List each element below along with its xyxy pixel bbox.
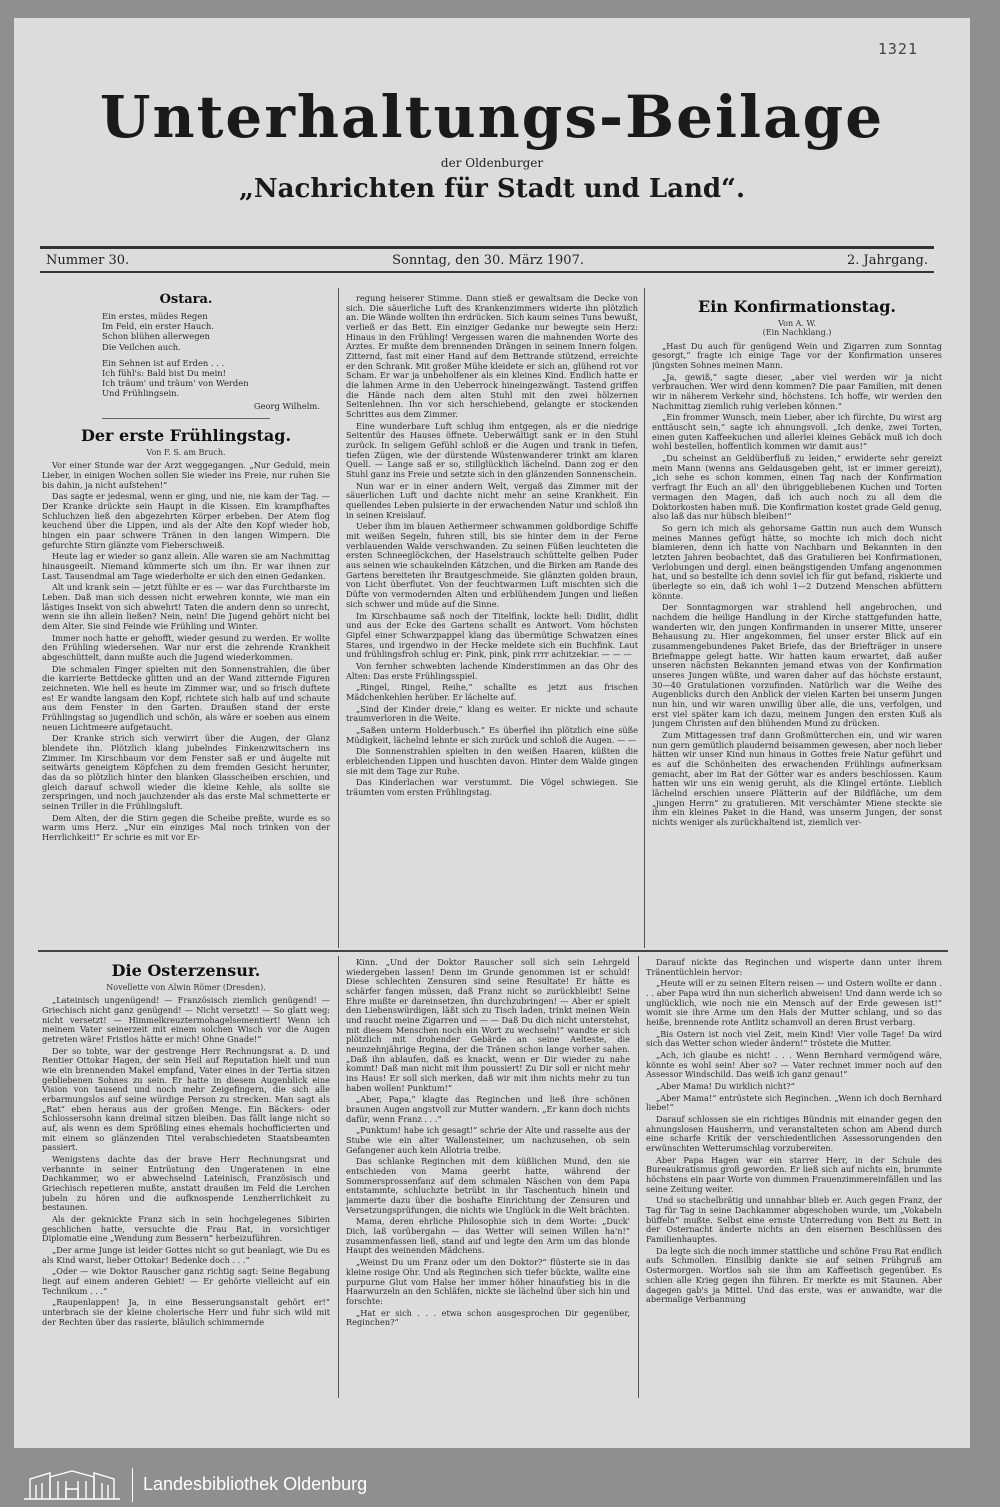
paragraph: „Saßen unterm Holderbusch.“ Es überfiel ihn plötzlich eine süße Müdigkeit, lächelnd lehnte er sich zurück und schloß die Augen. — — xyxy=(346,724,638,745)
column-divider xyxy=(338,288,339,948)
paragraph: „Ein frommer Wunsch, mein Lieber, aber ich fürchte, Du wirst arg enttäuscht sein,“ sagte ich ahnungsvoll. „Ich denke, zwei Torten, einen guten Kaffeekuchen und allerlei kleines Gebäck muß ich doch wohl bestellen, hoffentlich kommen wir damit aus!“ xyxy=(652,412,942,452)
osterzensur-title: Die Osterzensur. xyxy=(111,961,261,980)
paragraph: Darauf schlossen sie ein richtiges Bündnis mit einander gegen den ahnungslosen Hausherrn, und veranstalteten schon am Abend durch eine scharfe Kritik der verschiedentlichen Assessorungenden den erwünschten Wetterumschlag vorzubereiten. xyxy=(646,1114,942,1154)
paragraph: „Ja, gewiß,“ sagte dieser, „aber viel werden wir ja nicht verbrauchen. Wer wird denn kommen? Die paar Familien, mit denen wir in näherem Verkehr sind, höchstens. Ich hoffe, wir werden den Nachmittag ziemlich ruhig verleben können.“ xyxy=(652,371,942,411)
paragraph: Da legte sich die noch immer stattliche und schöne Frau Rat endlich aufs Schmollen. Einsilbig dankte sie auf seinen Frühgruß am Ostermorgen. Wortlos sah sie ihm am Kaffeetisch gegenüber. Es schien alle Krieg gegen ihn führen. Er merkte es mit Staunen. Aber dagegen gab's ja Mittel. Und das erste, was er anwandte, war die abermalige Verbannung xyxy=(646,1245,942,1305)
paragraph: Dem Alten, der die Stirn gegen die Scheibe preßte, wurde es so warm ums Herz. „Nur ein einziges Mal noch trinken von der Herrlichkeit!“ Er schrie es mit vor Er- xyxy=(42,812,330,843)
paragraph: „Ach, ich glaube es nicht! . . . Wenn Bernhard vermögend wäre, könnte es wohl sein! Aber so? — Vater rechnet immer noch auf den Assessor Windschild. Das weiß ich ganz genau!“ xyxy=(646,1050,942,1080)
poem-line: Die Veilchen auch. xyxy=(102,341,181,352)
paragraph: Mama, deren ehrliche Philosophie sich in dem Worte: „Duck' Dich, laß vorübergahn — das Wetter will seinen Willen ha'n!“ zusammenfassen ließ, stand auf und legte den Arm um das blonde Haupt des weinenden Mädchens. xyxy=(346,1216,630,1256)
konfirmation-title: Ein Konfirmationstag. xyxy=(698,297,896,316)
paragraph: Der so tobte, war der gestrenge Herr Rechnungsrat a. D. und Rentier Ottokar Hagen, der sein Heil auf Reputation hielt und nun wie ein brennenden Makel empfand, Vater eines in der Tertia sitzen gebliebenen Sohnes zu sein. Er hatte in diesem Augenblick eine Vision von tausend und noch mehr Zeigefingern, die sich alle erbarmungslos auf seine würdige Person zu strecken. Man sagt als „Rat“ eben heraus aus der großen Menge. Ein Bäckers- oder Schlossersohn kann dreimal sitzen bleiben. Das fällt lange nicht so auf, als wenn es dem Sprößling eines ehemals hochofficierten und mit einem so glänzenden Titel verabschiedeten Staatsbeamten passiert. xyxy=(42,1045,330,1153)
poem-line: Schon blühen allerwegen xyxy=(102,331,210,342)
issue-year: 2. Jahrgang. xyxy=(847,252,928,268)
paragraph: „Sind der Kinder dreie,“ klang es weiter. Er nickte und schaute traumverloren in die Weite. xyxy=(346,703,638,724)
paragraph: „Aber, Papa,“ klagte das Reginchen und ließ ihre schönen braunen Augen angstvoll zur Mutter wandern. „Er kann doch nichts dafür, wenn Franz . . .“ xyxy=(346,1094,630,1124)
paragraph: „Lateinisch ungenügend! — Französisch ziemlich genügend! — Griechisch nicht ganz genügend! — Nicht versetzt! — So glatt weg: nicht versetzt! — Himmelkreuztermohagelsementiert! Wenn ich meinem Vater seinerzeit mit einem solchen Wisch vor die Augen getreten wäre! Fristlos hätte er mich! Ohne Gnade!“ xyxy=(42,995,330,1044)
paragraph: Kinn. „Und der Doktor Rauscher soll sich sein Lehrgeld wiedergeben lassen! Denn im Grunde genommen ist er schuld! Diese schlechten Zensuren sind seine Resultate! Er hätte es schärfer fangen müssen, daß Franz nicht so zurückbleibt! Seine Ehre mußte er dareinsetzen, ihn durchzubringen! — Aber er spielt den Liebenswürdigen, läßt sich zu Tisch laden, trinkt meinen Wein und raucht meine Zigarren und — — Daß Du dich nicht unterstehst, mit diesem Menschen noch ein Wort zu wechseln!“ wandte er sich plötzlich mit drohender Gebärde an seine Aelteste, die neunzehnjährige Regina, der die Tränen schon lange vorher sahen. „Daß ihn ablaufen, daß es knackt, wenn er Dir wieder zu nahe kommt! Daß man nicht mit ihm poussiert! Zu Dir soll er nicht mehr ins Haus! Er soll sich merken, daß wir mit ihm nichts mehr zu tun haben wollen! Punktum!“ xyxy=(346,958,630,1093)
poem-line: Ein erstes, müdes Regen xyxy=(102,311,208,322)
paragraph: Der Sonntagmorgen war strahlend hell angebrochen, und nachdem die heilige Handlung in der Kirche stattgefunden hatte, wanderten wir, den jungen Konfirmanden in unserer Mitte, unserer Behausung zu. Hier angekommen, fiel unser erster Blick auf ein zusammengebundenes Paket Briefe, das der Briefträger in unsere Briefmappe gelegt hatte. Wir hatten kaum erwartet, daß außer unseren nächsten Bekannten jemand etwas von der Konfirmation unseres Jungen wüßte, und waren daher auf das höchste erstaunt, 30—40 Gratulationen vorzufinden. Natürlich war die Weihe des Augenblicks durch den Anblick der vielen Karten bei unserm Jungen nun hin, und wir waren unwillig über alle, die uns, verfolgen, und erst viel später kam ich dazu, meinem Jungen den ersten Kuß als jungem Christen auf den blühenden Mund zu drücken. xyxy=(652,602,942,729)
masthead-paper-name: „Nachrichten für Stadt und Land“. xyxy=(238,174,746,204)
paragraph: Als der geknickte Franz sich in sein hochgelegenes Sibirien geschlichen hatte, versuchte die Frau Rat, in vorsichtiger Diplomatie eine „Wendung zum Bessern“ herbeizuführen. xyxy=(42,1214,330,1244)
issue-number: Nummer 30. xyxy=(46,252,130,268)
fruehlingstag-title: Der erste Frühlingstag. xyxy=(80,425,292,445)
paragraph: Wenigstens dachte das der brave Herr Rechnungsrat und verbannte in seiner Entrüstung den Ungeratenen in eine Dachkammer, wo er abwechselnd Lateinisch, Französisch und Griechisch repetieren mußte, anstatt draußen im Feld die Lerchen jubeln zu hören und die aufknospende Lenzherrlichkeit zu bestaunen. xyxy=(42,1154,330,1213)
column-left-lower xyxy=(42,958,330,1398)
osterzensur-byline: Novellette von Alwin Römer (Dresden). xyxy=(106,982,266,992)
paragraph: Eine wunderbare Luft schlug ihm entgegen, als er die niedrige Seitentür des Hauses öffnete. Ueberwältigt sank er in den Stuhl zurück. In seligem Gefühl schloß er die Augen und trank in tiefen, tiefen Zügen, wie der dürstende Wüstenwanderer trinkt am klaren Quell. — Lange saß er so, stillglücklich lächelnd. Dann zog er den Stuhl ganz ins Freie und setzte sich in den glänzenden Sonnenschein. xyxy=(346,420,638,480)
masthead xyxy=(14,83,970,204)
ostara-author: Georg Wilhelm. xyxy=(253,400,320,411)
column-left-upper xyxy=(42,288,330,948)
paragraph: Das schlanke Reginchen mit dem küßlichen Mund, den sie entschieden von Mama geerbt hatte, während der Sommersprossenfanz auf dem schmalen Näschen von dem Papa entstammte, schluchzte betrübt in ihr Taschentuch hinein und jammerte dazu über die boshafte Einrichtung der Zensuren und Versetzungsprüfungen, die nichts wie Unglück in die Welt brächten. xyxy=(346,1156,630,1215)
paragraph: Nun war er in einer andern Welt, vergaß das Zimmer mit der säuerlichen Luft und dachte nicht mehr an seine Krankheit. Ein quellendes Leben pulsierte in der erwachenden Natur und schloß ihn in seinen Kreislauf. xyxy=(346,480,638,520)
paragraph: regung heiserer Stimme. Dann stieß er gewaltsam die Decke von sich. Die säuerliche Luft des Krankenzimmers widerte ihn plötzlich an. Die Wände wollten ihn erdrücken. Sich kaum seines Tuns bewußt, verließ er das Bett. Ein einziger Gedanke nur bewegte sein Herz: Hinaus in den Frühling! Vergessen waren die mahnenden Worte des Arztes. Er mußte dem brennenden Drängen in seinem Innern folgen. Zitternd, fast mit einer Hand auf dem Bettrande stützend, erreichte er den Schrank. Mit großer Mühe kleidete er sich an, glühend rot vor Scham. Er war ja unbeholfener als ein kleines Kind. Endlich hatte er die lahmen Arme in den Ueberrock hineingezwängt. Tastend griffen die Hände nach dem alten Stuhl mit den zwei hölzernen Seitenlehnen. Ihn vor sich herschiebend, gelangte er stockenden Schrittes aus dem Zimmer. xyxy=(346,294,638,420)
paragraph: „Oder — wie Doktor Rauscher ganz richtig sagt: Seine Begabung liegt auf einem anderen Gebiet! — Er gehörte vielleicht auf ein Technikum . . .“ xyxy=(42,1266,330,1296)
masthead-title: Unterhaltungs-Beilage xyxy=(99,83,885,151)
column-divider xyxy=(644,288,645,948)
paragraph: Das Kinderlachen war verstummt. Die Vögel schwiegen. Sie träumten vom ersten Frühlingstag. xyxy=(346,777,638,797)
paragraph: Darauf nickte das Reginchen und wisperte dann unter ihrem Tränentüchlein hervor: xyxy=(646,958,942,977)
issue-date: Sonntag, den 30. März 1907. xyxy=(392,252,584,268)
poem-line: Ich fühl's: Bald bist Du mein! xyxy=(102,367,227,378)
section-divider xyxy=(38,950,948,952)
column-right-lower xyxy=(646,958,942,1398)
paragraph: Die schmalen Finger spielten mit den Sonnenstrahlen, die über die karrierte Bettdecke glitten und an der Wand zitternde Figuren zeichneten. Wie hell es heute im Zimmer war, und so frisch duftete es! Er wandte langsam den Kopf, richtete sich halb auf und schaute aus dem Fenster in den Garten. Draußen stand der erste Frühlingstag so jugendlich und schön, als wäre er soeben aus einem neuen Lichtmeere aufgetaucht. xyxy=(42,663,330,732)
paragraph: „Du scheinst an Geldüberfluß zu leiden,“ erwiderte sehr gereizt mein Mann (wenns ans Geldausgeben geht, ist er immer gereizt), „ich sehe es schon kommen, einen Tag nach der Konfirmation verfragt Ihr Euch an all' den übriggebliebenen Kuchen und Torten vermagen den Magen, daß ich auch noch zu all dem die Doktorkosten haben muß. Die Konfirmation kostet grade Geld genug, also laß das nur hübsch bleiben!“ xyxy=(652,453,942,522)
paragraph: „Aber Mama!“ entrüstete sich Reginchen. „Wenn ich doch Bernhard liebe!“ xyxy=(646,1092,942,1113)
column-divider xyxy=(338,956,339,1398)
paragraph: So gern ich mich als gehorsame Gattin nun auch dem Wunsch meines Mannes gefügt hätte, so mochte ich mich doch nicht blamieren, denn ich hatte von Nachbarn und Bekannten in den letzten Jahren beobachtet, daß das Gratulieren bei Konfirmationen, Verlobungen und dergl. einen beängstigenden Umfang angenommen hat, und so bestellte ich denn soviel ich für gut befand, riskierte und überlegte so ein, daß ich wohl 1—2 Dutzend Menschen abfüttern könnte. xyxy=(652,522,942,601)
paragraph: „Hast Du auch für genügend Wein und Zigarren zum Sonntag gesorgt,“ fragte ich einige Tage vor der Konfirmation unseres jüngsten Sohnes meinen Mann. xyxy=(652,340,942,371)
scan-number: 1321 xyxy=(877,40,918,58)
poem-line: Ich träum' und träum' von Werden xyxy=(102,377,249,388)
paragraph: „Hat er sich . . . etwa schon ausgesprochen Dir gegenüber, Reginchen?“ xyxy=(346,1307,630,1328)
konfirmation-byline: Von A. W. xyxy=(778,318,816,328)
paragraph: Vor einer Stunde war der Arzt weggegangen. „Nur Geduld, mein Lieber, in einigen Wochen sollen Sie wieder ins Freie, nur ruhen Sie bis dahin, ja nicht aufstehen!“ xyxy=(42,460,330,490)
paragraph: Der Kranke strich sich verwirrt über die Augen, der Glanz blendete ihn. Plötzlich klang jubelndes Finkenzwitschern ins Zimmer. Im Kirschbaum vor dem Fenster saß er und äugelte mit seitwärts geneigtem Köpfchen zu dem fremden Gesicht herunter, das da so plötzlich hinter den blanken Glasscheiben erschien, und gleich darauf schwoll wieder die kleine Kehle, als sollte sie zerspringen, und noch jauchzender als das erste Mal schmetterte er seinen Triller in die Frühlingsluft. xyxy=(42,733,330,812)
poem-line: Und Frühlingsein. xyxy=(102,387,180,398)
paragraph: „Weinst Du um Franz oder um den Doktor?“ flüsterte sie in das kleine rosige Ohr. Und als Reginchen sich tiefer bückte, wallte eine purpurne Glut vom Halse her immer höher hinaufstieg bis in die Haarwurzeln an den Schläfen, nickte sie lächelnd über sich hin und forschte: xyxy=(346,1257,630,1306)
paragraph: „Punktum! habe ich gesagt!“ schrie der Alte und rasselte aus der Stube wie ein alter Wallensteiner, um nachzusehen, ob sein Gefangener auch kein Allotria treibe. xyxy=(346,1125,630,1155)
poem-line: Ein Sehnen ist auf Erden . . . xyxy=(102,357,225,368)
paragraph: „Bis Ostern ist noch viel Zeit, mein Kind! Vier volle Tage! Da wird sich das Wetter schon wieder ändern!“ tröstete die Mutter. xyxy=(646,1028,942,1049)
library-logo-icon xyxy=(20,1467,124,1503)
footer-divider xyxy=(132,1468,133,1502)
paragraph: „Aber Mama! Du wirklich nicht?“ xyxy=(656,1081,795,1092)
paragraph: Von fernher schwebten lachende Kinderstimmen an das Ohr des Alten: Das erste Frühlingsspiel. xyxy=(346,660,638,681)
paragraph: Ueber ihm im blauen Aethermeer schwammen goldbordige Schiffe mit weißen Segeln, fuhren still, bis sie hinter dem in der Ferne verblauenden Walde verschwanden. Zu seinen Füßen leuchteten die ersten Schneeglöckchen, der Haselstrauch schüttelte gelben Puder aus seinen wie schaukelnden Kätzchen, und die Birken am Rande des Gartens bereiteten ihr Brautgeschmeide. Sie glänzten golden braun, von Licht überflutet. Von der feuchtwarmen Luft mischten sich die Düfte von vermodernden Alten und erblühendem Jungen und ließen sich schwer und müde auf die Sinne. xyxy=(346,521,638,609)
column-middle-lower xyxy=(346,958,630,1398)
paragraph: Und so stachelbrätig und unnahbar blieb er. Auch gegen Franz, der Tag für Tag in seine Dachkammer abgeschoben wurde, um „Vokabeln büffeln“ mußte. Selbst eine ernste Unterredung von Bett zu Bett in der Osternacht änderte nichts an den eisernen Beschlüssen des Familienhauptes. xyxy=(646,1195,942,1245)
paragraph: Im Kirschbaume saß noch der Titelfink, lockte hell: Didlit, didlit und aus der Ecke des Gartens schallt es Antwort. Vom höchsten Gipfel einer Schwarzpappel klang das übermütige Schwatzen eines Stares, und irgendwo in der Hecke meldete sich ein Buchfink. Laut und frühlingsfroh schlug er: Pink, pink, pink rrrr achitzekiar. — — — xyxy=(346,610,638,660)
library-footer xyxy=(0,1462,1000,1507)
paragraph: Das sagte er jedesmal, wenn er ging, und nie, nie kam der Tag. — Der Kranke drückte sein Haupt in die Kissen. Ein krampfhaftes Schluchzen ließ den abgezehrten Körper erbeben. Der Atem flog keuchend über die Lippen, und als der Alte den Kopf wieder hob, hingen ein paar schwere Tränen in den langen Wimpern. Die gefurchte Stirn glänzte vom Fieberschweiß. xyxy=(42,491,330,550)
masthead-subtitle: der Oldenburger xyxy=(440,156,544,170)
ostara-poem xyxy=(102,311,330,398)
newspaper-page xyxy=(14,18,970,1448)
paragraph: Zum Mittagessen traf dann Großmütterchen ein, und wir waren nun gern gemütlich plaudernd beisammen gewesen, aber noch lieber hätten wir unser Kind nun hinaus in Gottes freie Natur geführt und es auf die Schönheiten des erwachenden Frühlings aufmerksam gemacht, aber im Rat der Götter war es anders beschlossen. Kaum hatten wir uns ein wenig geruht, als die Klingel ertönte. Lieblich lächelnd erschien unsere Plätterin auf der Bildfläche, um dem „jungen Herrn“ zu gratulieren. Mit verschämter Miene steckte sie ihm ein kleines Paket in die Hand, was unserm Jungen, der sonst nichts weniger als zurückhaltend ist, ziemlich ver- xyxy=(652,729,942,827)
poem-line: Im Feld, ein erster Hauch. xyxy=(102,321,214,332)
paragraph: „Ringel, Ringel, Reihe,“ schallte es jetzt aus frischen Mädchenkehlen herüber. Er lächelte auf. xyxy=(346,682,638,702)
konfirmation-byline-note: (Ein Nachklang.) xyxy=(762,328,832,338)
paragraph: Alt und krank sein — jetzt fühlte er es — war das Furchtbarste im Leben. Daß man sich dessen nicht erwehren konnte, wie man ein lästiges Insekt von sich abwehrt! Taten die andern denn so unrecht, wenn sie ihn allein ließen? Nein, nein! Die Jugend gehört nicht bei dem Alter. Sie sind Feinde wie Frühling und Winter. xyxy=(42,582,330,631)
column-middle-upper xyxy=(346,294,638,948)
paragraph: „Raupenlappen! Ja, in eine Besserungsanstalt gehört er!“ unterbrach sie der kleine cholerische Herr und fuhr sich wild mit der Rechten über das rasierte, bläulich schimmernde xyxy=(42,1297,330,1327)
dateline xyxy=(40,246,934,273)
library-name: Landesbibliothek Oldenburg xyxy=(143,1474,368,1494)
paragraph: Immer noch hatte er gehofft, wieder gesund zu werden. Er wollte den Frühling wiedersehen. War nur erst die zehrende Krankheit abgeschüttelt, dann mußte auch die Jugend wiederkommen. xyxy=(42,632,330,662)
paragraph: Aber Papa Hagen war ein starrer Herr, in der Schule des Bureaukratismus groß geworden. Er ließ sich auf nichts ein, brummte höchstens ein paar Worte von dummen Frauenzimmereinfällen und las seine Zeitung weiter. xyxy=(646,1154,942,1194)
paragraph: Die Sonnenstrahlen spielten in den weißen Haaren, küßten die erbleichenden Lippen und huschten davon. Hinter dem Walde gingen sie mit dem Tage zur Ruhe. xyxy=(346,746,638,776)
ostara-title: Ostara. xyxy=(159,292,213,307)
paragraph: „Heute will er zu seinen Eltern reisen — und Ostern wollte er dann . . . aber Papa wird ihn nun sicherlich abweisen! Und dann werde ich so unglücklich, wie noch nie ein Mensch auf der Erde gewesen ist!“ womit sie ihre Arme um den Hals der Mutter schlang, und so das heiße, brennende rote Antlitz schamvoll an deren Brust verbarg. xyxy=(646,978,942,1028)
paragraph: Heute lag er wieder so ganz allein. Alle waren sie am Nachmittag hinausgeeilt. Niemand kümmerte sich um ihn. Er war ihnen zur Last. Tausendmal am Tage wiederholte er sich den einen Gedanken. xyxy=(42,551,330,581)
fruehlingstag-byline: Von F. S. am Bruch. xyxy=(146,447,226,457)
column-divider xyxy=(638,956,639,1398)
column-right-upper xyxy=(652,294,942,948)
paragraph: „Der arme Junge ist leider Gottes nicht so gut beanlagt, wie Du es als Kind warst, lieber Ottokar! Bedenke doch . . .“ xyxy=(42,1245,330,1265)
